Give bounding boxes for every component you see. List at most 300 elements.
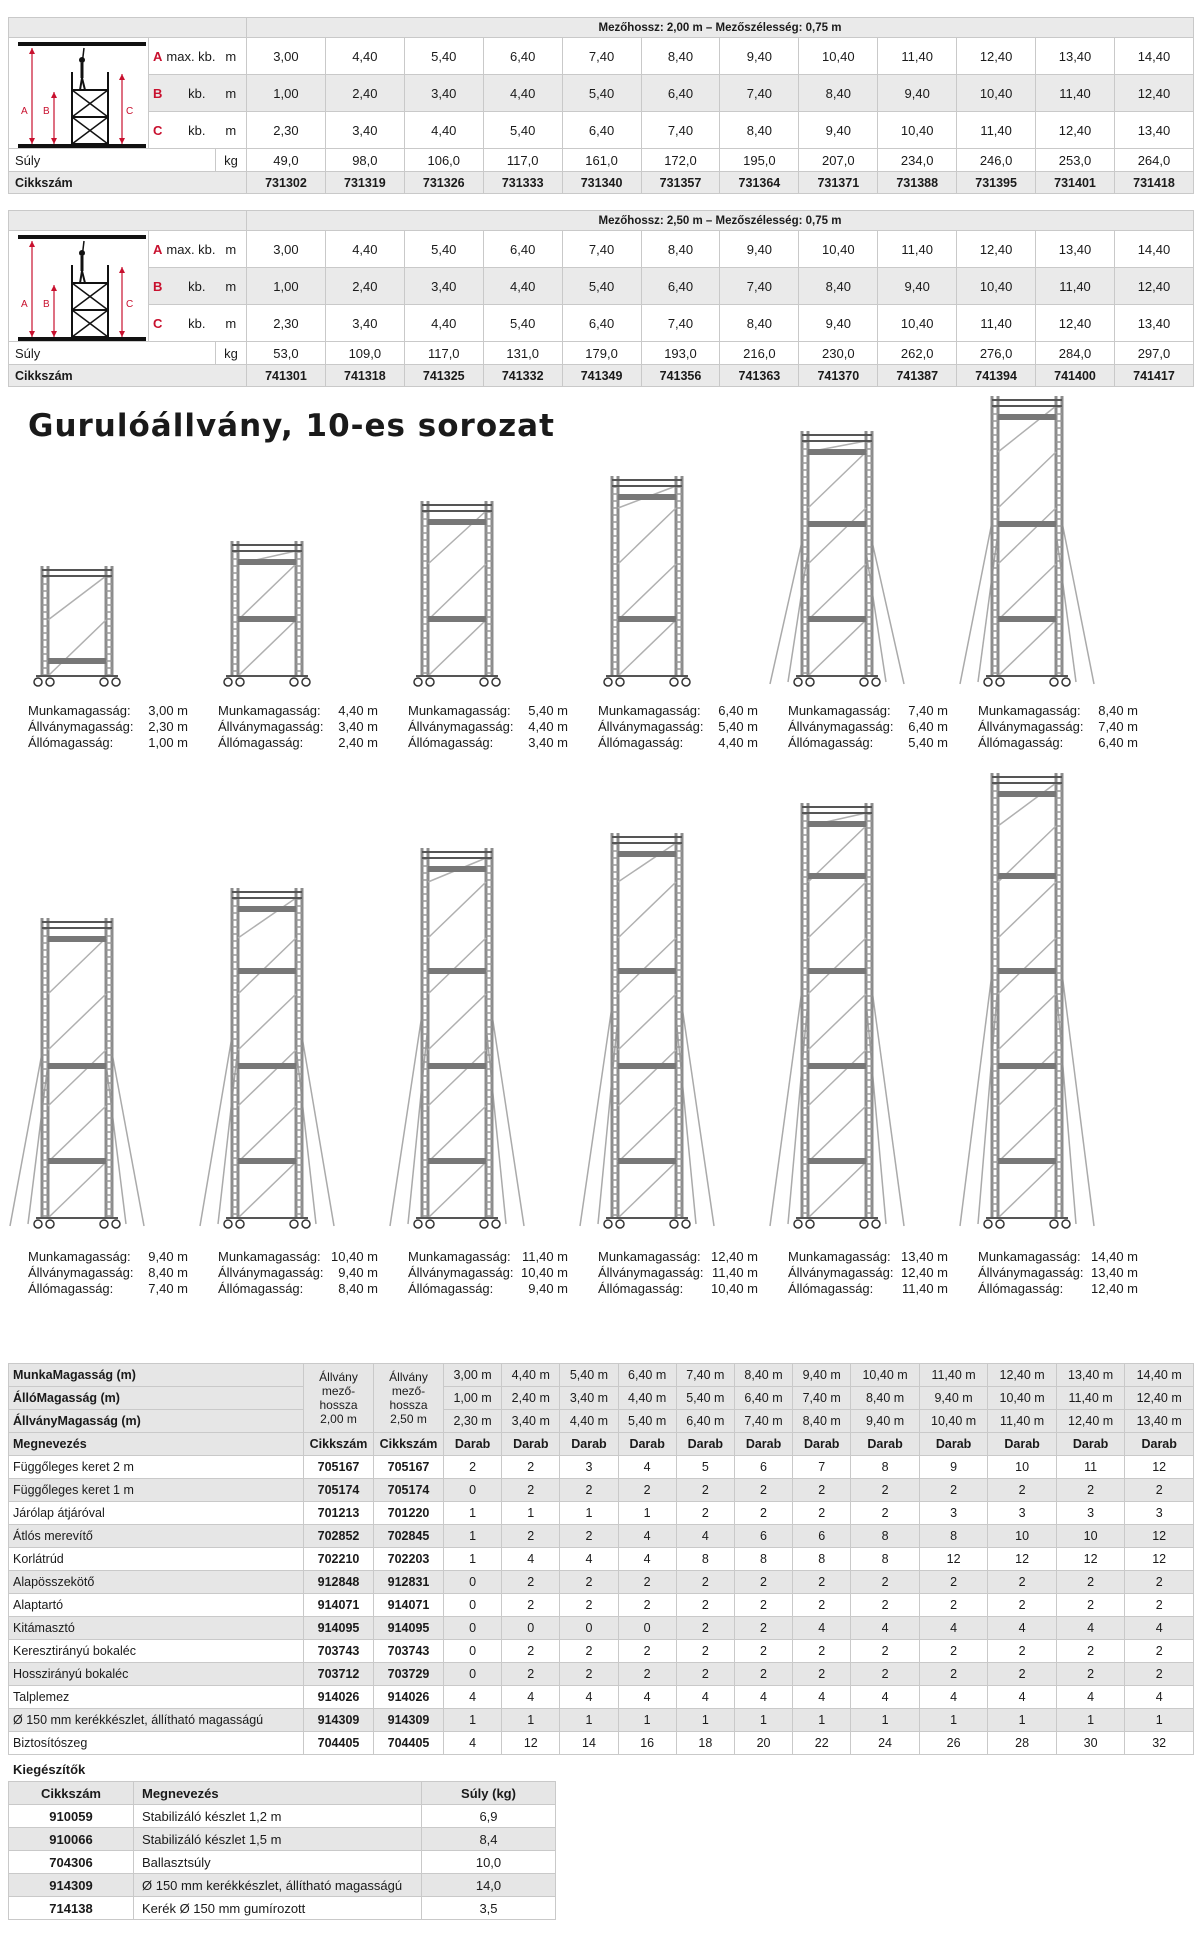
spec-value: 9,40 [878, 75, 957, 112]
dimension-marker: A [21, 299, 28, 310]
spec-value: 9,40 [720, 38, 799, 75]
spec-value: 6,40 [641, 75, 720, 112]
part-code: 914095 [304, 1617, 374, 1640]
caption-value: 5,40 m [908, 735, 948, 750]
part-name: Ø 150 mm kerékkészlet, állítható magasságú [9, 1709, 304, 1732]
part-qty: 26 [919, 1732, 988, 1755]
part-qty: 2 [919, 1571, 988, 1594]
spec-value: 6,40 [562, 305, 641, 342]
spec-value: 2,30 [247, 112, 326, 149]
caption-label: Állómagasság: [598, 735, 684, 750]
caption-value: 4,40 m [338, 703, 378, 718]
part-name: Alaptartó [9, 1594, 304, 1617]
caption-value: 7,40 m [1098, 719, 1138, 734]
scaffold-illustration [8, 540, 146, 690]
caption-label: Munkamagasság: [598, 1249, 701, 1264]
caption-value: 5,40 m [718, 719, 758, 734]
caption-label: Állványmagasság: [598, 719, 704, 734]
part-qty: 8 [734, 1548, 792, 1571]
part-qty: 2 [1125, 1640, 1194, 1663]
caption-label: Munkamagasság: [218, 1249, 321, 1264]
part-qty: 2 [676, 1594, 734, 1617]
height-value: 6,40 m [618, 1364, 676, 1387]
table-row [9, 1828, 556, 1851]
weight-row [9, 149, 1194, 172]
spec-value: 3,40 [404, 75, 483, 112]
unit: m [216, 112, 247, 149]
caption-value: 11,40 m [901, 1281, 948, 1296]
scaffold-illustration [768, 777, 906, 1232]
part-code: 914071 [374, 1594, 444, 1617]
spec-row-b [9, 75, 1194, 112]
spec-value: 6,40 [562, 112, 641, 149]
height-value: 12,40 m [988, 1364, 1057, 1387]
height-value: 11,40 m [919, 1364, 988, 1387]
part-qty: 2 [988, 1594, 1057, 1617]
part-code: 914026 [374, 1686, 444, 1709]
spec-value: 11,40 [878, 231, 957, 268]
part-qty: 2 [793, 1663, 851, 1686]
spec-value: 7,40 [562, 231, 641, 268]
part-qty: 1 [444, 1709, 502, 1732]
part-qty: 0 [444, 1594, 502, 1617]
part-qty: 4 [793, 1617, 851, 1640]
part-qty: 4 [618, 1456, 676, 1479]
spec-value: 3,00 [247, 38, 326, 75]
article-number: 731319 [325, 172, 404, 194]
part-qty: 4 [734, 1686, 792, 1709]
part-qty: 12 [919, 1548, 988, 1571]
part-name: Keresztirányú bokaléc [9, 1640, 304, 1663]
weight-value: 179,0 [562, 342, 641, 365]
caption-value: 9,40 m [338, 1265, 378, 1280]
spec-value: 12,40 [1114, 268, 1193, 305]
part-qty: 2 [734, 1617, 792, 1640]
part-code: 701213 [304, 1502, 374, 1525]
spec-value: 6,40 [483, 231, 562, 268]
caption-value: 8,40 m [1098, 703, 1138, 718]
weight-value: 230,0 [799, 342, 878, 365]
spec-value: 10,40 [799, 38, 878, 75]
article-number: 731418 [1114, 172, 1193, 194]
scaffold-caption [28, 1249, 188, 1297]
part-qty: 2 [793, 1640, 851, 1663]
part-qty: 5 [676, 1456, 734, 1479]
part-qty: 2 [676, 1502, 734, 1525]
height-value: 11,40 m [988, 1410, 1057, 1433]
part-qty: 1 [988, 1709, 1057, 1732]
part-code: 705174 [374, 1479, 444, 1502]
spec-value: 12,40 [957, 38, 1036, 75]
part-qty: 4 [1056, 1686, 1125, 1709]
spec-value: 5,40 [483, 112, 562, 149]
part-name: Hosszirányú bokaléc [9, 1663, 304, 1686]
weight-value: 98,0 [325, 149, 404, 172]
part-qty: 4 [988, 1617, 1057, 1640]
part-qty: 2 [1125, 1594, 1194, 1617]
article-number: 731302 [247, 172, 326, 194]
height-value: 11,40 m [1056, 1387, 1125, 1410]
spec-header: Mezőhossz: 2,00 m – Mezőszélesség: 0,75 m [247, 18, 1194, 38]
scaffold-caption [978, 703, 1138, 751]
article-number: 731364 [720, 172, 799, 194]
spec-value: 10,40 [957, 75, 1036, 112]
dimension-label: max. kb. [166, 48, 216, 64]
caption-label: Munkamagasság: [788, 703, 891, 718]
spec-value: 7,40 [641, 305, 720, 342]
article-number: 741394 [957, 365, 1036, 387]
unit: m [216, 305, 247, 342]
weight-value: 297,0 [1114, 342, 1193, 365]
caption-label: Állványmagasság: [788, 719, 894, 734]
column-qty: Darab [919, 1433, 988, 1456]
part-qty: 10 [988, 1525, 1057, 1548]
caption-value: 9,40 m [528, 1281, 568, 1296]
spec-value: 11,40 [1036, 268, 1115, 305]
part-qty: 2 [919, 1663, 988, 1686]
article-number: 731357 [641, 172, 720, 194]
spec-value: 4,40 [483, 268, 562, 305]
part-code: 705167 [374, 1456, 444, 1479]
caption-value: 12,40 m [1091, 1281, 1138, 1296]
part-qty: 4 [618, 1548, 676, 1571]
part-qty: 14 [560, 1732, 618, 1755]
table-row [9, 1525, 1194, 1548]
caption-value: 2,30 m [148, 719, 188, 734]
part-qty: 1 [919, 1709, 988, 1732]
part-qty: 2 [560, 1663, 618, 1686]
scaffold-caption [408, 703, 568, 751]
part-qty: 6 [793, 1525, 851, 1548]
weight-value: 253,0 [1036, 149, 1115, 172]
caption-label: Állómagasság: [598, 1281, 684, 1296]
part-code: 702203 [374, 1548, 444, 1571]
part-qty: 1 [793, 1709, 851, 1732]
part-qty: 2 [676, 1571, 734, 1594]
dimension-label: kb. [188, 122, 206, 138]
height-value: 13,40 m [1056, 1364, 1125, 1387]
part-qty: 2 [1125, 1663, 1194, 1686]
weight-value: 193,0 [641, 342, 720, 365]
spec-value: 11,40 [957, 305, 1036, 342]
caption-label: Állómagasság: [28, 735, 114, 750]
part-qty: 9 [919, 1456, 988, 1479]
part-qty: 2 [676, 1663, 734, 1686]
part-qty: 4 [1056, 1617, 1125, 1640]
spec-value: 5,40 [404, 38, 483, 75]
dimension-letter: C [153, 315, 163, 331]
part-qty: 2 [851, 1571, 920, 1594]
part-code: 704405 [374, 1732, 444, 1755]
part-qty: 2 [734, 1479, 792, 1502]
table-row [9, 1594, 1194, 1617]
spec-value: 5,40 [562, 268, 641, 305]
height-value: 2,30 m [444, 1410, 502, 1433]
caption-label: Állómagasság: [788, 735, 874, 750]
part-qty: 2 [988, 1663, 1057, 1686]
unit: m [216, 231, 247, 268]
part-qty: 2 [793, 1571, 851, 1594]
part-code: 703743 [304, 1640, 374, 1663]
caption-label: Állómagasság: [408, 1281, 494, 1296]
article-number: 731340 [562, 172, 641, 194]
weight-value: 117,0 [483, 149, 562, 172]
part-qty: 2 [1125, 1571, 1194, 1594]
accessory-code: 714138 [9, 1897, 134, 1920]
dimension-marker: B [43, 106, 50, 117]
accessory-name: Stabilizáló készlet 1,5 m [134, 1828, 422, 1851]
part-name: Kitámasztó [9, 1617, 304, 1640]
spec-value: 5,40 [404, 231, 483, 268]
part-code: 702845 [374, 1525, 444, 1548]
part-name: Talplemez [9, 1686, 304, 1709]
part-qty: 2 [502, 1456, 560, 1479]
height-value: 8,40 m [734, 1364, 792, 1387]
part-name: Biztosítószeg [9, 1732, 304, 1755]
parts-header-row [9, 1410, 1194, 1433]
spec-row-a [9, 231, 1194, 268]
caption-value: 4,40 m [718, 735, 758, 750]
caption-label: Munkamagasság: [218, 703, 321, 718]
dimension-label: kb. [188, 278, 206, 294]
article-number: 731388 [878, 172, 957, 194]
weight-value: 276,0 [957, 342, 1036, 365]
caption-value: 12,40 m [901, 1265, 948, 1280]
parts-header-row [9, 1364, 1194, 1387]
part-qty: 2 [676, 1479, 734, 1502]
scaffold-caption [28, 703, 188, 751]
accessory-name: Ballasztsúly [134, 1851, 422, 1874]
weight-value: 195,0 [720, 149, 799, 172]
height-value: 4,40 m [560, 1410, 618, 1433]
table-row [9, 1548, 1194, 1571]
scaffold-caption [978, 1249, 1138, 1297]
column-qty: Darab [793, 1433, 851, 1456]
accessory-weight: 10,0 [422, 1851, 556, 1874]
caption-label: Állványmagasság: [598, 1265, 704, 1280]
part-qty: 2 [851, 1640, 920, 1663]
table-row [9, 1571, 1194, 1594]
part-qty: 2 [560, 1640, 618, 1663]
article-number: 741325 [404, 365, 483, 387]
weight-value: 262,0 [878, 342, 957, 365]
part-qty: 3 [560, 1456, 618, 1479]
caption-label: Munkamagasság: [788, 1249, 891, 1264]
table-row [9, 1732, 1194, 1755]
caption-value: 8,40 m [338, 1281, 378, 1296]
part-qty: 4 [793, 1686, 851, 1709]
caption-label: Munkamagasság: [978, 703, 1081, 718]
spec-value: 13,40 [1036, 38, 1115, 75]
part-code: 912831 [374, 1571, 444, 1594]
spec-value: 10,40 [878, 305, 957, 342]
part-code: 704405 [304, 1732, 374, 1755]
part-qty: 1 [444, 1525, 502, 1548]
spec-value: 4,40 [325, 231, 404, 268]
part-qty: 1 [676, 1709, 734, 1732]
article-number: 731395 [957, 172, 1036, 194]
part-qty: 1 [444, 1502, 502, 1525]
table-row [9, 1874, 556, 1897]
dimension-letter: C [153, 122, 163, 138]
article-number: 731333 [483, 172, 562, 194]
spec-value: 5,40 [562, 75, 641, 112]
part-code: 701220 [374, 1502, 444, 1525]
parts-table [8, 1363, 1194, 1755]
weight-value: 49,0 [247, 149, 326, 172]
caption-label: Állómagasság: [28, 1281, 114, 1296]
caption-label: Munkamagasság: [978, 1249, 1081, 1264]
parts-header-row [9, 1387, 1194, 1410]
spec-value: 9,40 [878, 268, 957, 305]
weight-value: 207,0 [799, 149, 878, 172]
part-qty: 1 [618, 1709, 676, 1732]
caption-value: 13,40 m [1091, 1265, 1138, 1280]
height-value: 13,40 m [1125, 1410, 1194, 1433]
spec-value: 7,40 [641, 112, 720, 149]
caption-label: Állványmagasság: [28, 1265, 134, 1280]
part-qty: 2 [988, 1571, 1057, 1594]
table-row [9, 1640, 1194, 1663]
caption-value: 1,00 m [148, 735, 188, 750]
part-code: 705174 [304, 1479, 374, 1502]
caption-label: Állványmagasság: [28, 719, 134, 734]
part-qty: 2 [734, 1571, 792, 1594]
height-value: 5,40 m [676, 1387, 734, 1410]
height-value: 2,40 m [502, 1387, 560, 1410]
header-label: ÁllóMagasság (m) [9, 1387, 304, 1410]
part-qty: 2 [618, 1663, 676, 1686]
spec-value: 4,40 [483, 75, 562, 112]
part-qty: 0 [618, 1617, 676, 1640]
height-value: 9,40 m [851, 1410, 920, 1433]
part-qty: 2 [560, 1479, 618, 1502]
part-qty: 2 [502, 1640, 560, 1663]
accessory-weight: 3,5 [422, 1897, 556, 1920]
part-qty: 30 [1056, 1732, 1125, 1755]
spec-value: 3,40 [325, 112, 404, 149]
table-row [9, 1897, 556, 1920]
part-qty: 1 [851, 1709, 920, 1732]
accessory-code: 910066 [9, 1828, 134, 1851]
part-name: Függőleges keret 2 m [9, 1456, 304, 1479]
article-number: 741301 [247, 365, 326, 387]
part-qty: 2 [988, 1640, 1057, 1663]
height-value: 3,00 m [444, 1364, 502, 1387]
part-qty: 0 [560, 1617, 618, 1640]
column-qty: Darab [444, 1433, 502, 1456]
caption-value: 7,40 m [148, 1281, 188, 1296]
spec-value: 5,40 [483, 305, 562, 342]
weight-value: 106,0 [404, 149, 483, 172]
article-number: 731401 [1036, 172, 1115, 194]
weight-row [9, 342, 1194, 365]
caption-label: Állványmagasság: [788, 1265, 894, 1280]
caption-value: 6,40 m [1098, 735, 1138, 750]
part-qty: 4 [1125, 1686, 1194, 1709]
part-name: Alapösszekötő [9, 1571, 304, 1594]
part-qty: 8 [793, 1548, 851, 1571]
spec-value: 7,40 [562, 38, 641, 75]
part-qty: 2 [1125, 1479, 1194, 1502]
part-qty: 4 [560, 1548, 618, 1571]
column-code: Cikkszám [304, 1433, 374, 1456]
part-code: 914095 [374, 1617, 444, 1640]
part-qty: 0 [444, 1663, 502, 1686]
article-number: 741363 [720, 365, 799, 387]
caption-label: Állómagasság: [978, 735, 1064, 750]
height-value: 8,40 m [793, 1410, 851, 1433]
scaffold-caption [408, 1249, 568, 1297]
scaffold-illustration [958, 370, 1096, 690]
spec-value: 8,40 [641, 38, 720, 75]
caption-label: Munkamagasság: [28, 1249, 131, 1264]
part-name: Átlós merevítő [9, 1525, 304, 1548]
height-value: 9,40 m [793, 1364, 851, 1387]
caption-label: Munkamagasság: [28, 703, 131, 718]
caption-value: 9,40 m [148, 1249, 188, 1264]
caption-label: Állómagasság: [978, 1281, 1064, 1296]
part-qty: 12 [1056, 1548, 1125, 1571]
spec-value: 6,40 [483, 38, 562, 75]
spec-value: 12,40 [1036, 112, 1115, 149]
spec-value: 10,40 [799, 231, 878, 268]
table-row [9, 1663, 1194, 1686]
part-qty: 4 [919, 1617, 988, 1640]
part-qty: 1 [444, 1548, 502, 1571]
part-qty: 2 [919, 1594, 988, 1617]
weight-value: 172,0 [641, 149, 720, 172]
part-code: 703729 [374, 1663, 444, 1686]
accessory-code: 914309 [9, 1874, 134, 1897]
part-qty: 4 [676, 1686, 734, 1709]
caption-value: 14,40 m [1091, 1249, 1138, 1264]
caption-value: 6,40 m [908, 719, 948, 734]
field-length-header: Állvány mező- hossza 2,50 m [374, 1364, 444, 1433]
part-qty: 2 [734, 1663, 792, 1686]
part-qty: 8 [851, 1456, 920, 1479]
height-value: 4,40 m [618, 1387, 676, 1410]
part-qty: 3 [1056, 1502, 1125, 1525]
column-qty: Darab [1056, 1433, 1125, 1456]
article-number: 741417 [1114, 365, 1193, 387]
height-value: 6,40 m [676, 1410, 734, 1433]
part-qty: 18 [676, 1732, 734, 1755]
caption-value: 2,40 m [338, 735, 378, 750]
column-qty: Darab [676, 1433, 734, 1456]
part-qty: 12 [502, 1732, 560, 1755]
table-row [9, 1456, 1194, 1479]
height-value: 9,40 m [919, 1387, 988, 1410]
column-qty: Darab [988, 1433, 1057, 1456]
caption-value: 11,40 m [521, 1249, 568, 1264]
caption-value: 7,40 m [908, 703, 948, 718]
column-qty: Darab [1125, 1433, 1194, 1456]
spec-value: 7,40 [720, 75, 799, 112]
accessory-code: 910059 [9, 1805, 134, 1828]
spec-value: 9,40 [799, 305, 878, 342]
height-value: 8,40 m [851, 1387, 920, 1410]
article-number: 741400 [1036, 365, 1115, 387]
part-qty: 8 [676, 1548, 734, 1571]
caption-value: 3,00 m [148, 703, 188, 718]
part-code: 912848 [304, 1571, 374, 1594]
table-row [9, 1617, 1194, 1640]
caption-label: Állványmagasság: [978, 719, 1084, 734]
header-label: ÁllványMagasság (m) [9, 1410, 304, 1433]
part-qty: 8 [919, 1525, 988, 1548]
weight-value: 161,0 [562, 149, 641, 172]
